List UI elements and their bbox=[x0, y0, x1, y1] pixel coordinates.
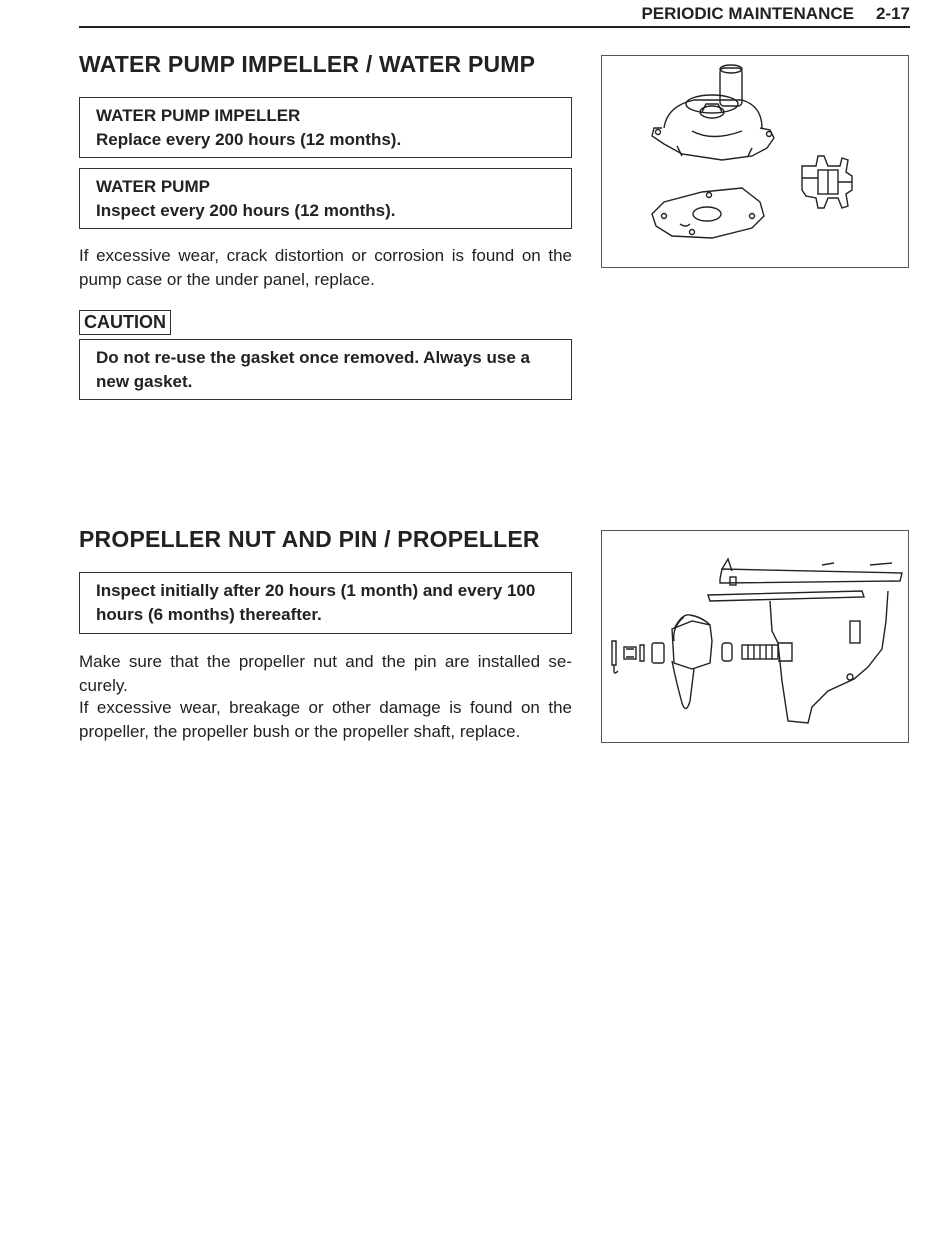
propeller-illustration bbox=[602, 531, 908, 742]
section-title: PERIODIC MAINTENANCE bbox=[641, 4, 854, 23]
impeller-interval-box bbox=[79, 97, 572, 158]
propeller-paragraph-2: If excessive wear, breakage or other damage is found on the propeller, the propeller bush or the propeller shaft, replace. bbox=[79, 698, 572, 741]
propeller-paragraph-1: Make sure that the propeller nut and the pin are installed se-curely. bbox=[79, 652, 572, 695]
pump-interval-box bbox=[79, 168, 572, 229]
pump-box-text: Inspect every 200 hours (12 months). bbox=[96, 201, 396, 220]
caution-box bbox=[79, 339, 572, 400]
water-pump-illustration bbox=[602, 56, 908, 267]
propeller-interval-text: Inspect initially after 20 hours (1 month) and every 100 hours (6 months) thereafter. bbox=[96, 581, 536, 624]
propeller-interval-box bbox=[79, 572, 572, 634]
page-header bbox=[79, 2, 910, 28]
water-pump-figure bbox=[601, 55, 909, 268]
caution-label: CAUTION bbox=[79, 310, 171, 335]
propeller-heading: PROPELLER NUT AND PIN / PROPELLER bbox=[79, 526, 540, 552]
impeller-box-text: Replace every 200 hours (12 months). bbox=[96, 130, 402, 149]
water-pump-heading: WATER PUMP IMPELLER / WATER PUMP bbox=[79, 51, 536, 77]
impeller-box-title: WATER PUMP IMPELLER bbox=[96, 106, 301, 125]
page-number: 2-17 bbox=[875, 4, 910, 23]
propeller-figure bbox=[601, 530, 909, 743]
water-pump-paragraph: If excessive wear, crack distortion or corrosion is found on the pump case or the under panel, replace. bbox=[79, 246, 572, 289]
pump-box-title: WATER PUMP bbox=[96, 177, 210, 196]
caution-text: Do not re-use the gasket once removed. Always use a new gasket. bbox=[96, 348, 530, 391]
